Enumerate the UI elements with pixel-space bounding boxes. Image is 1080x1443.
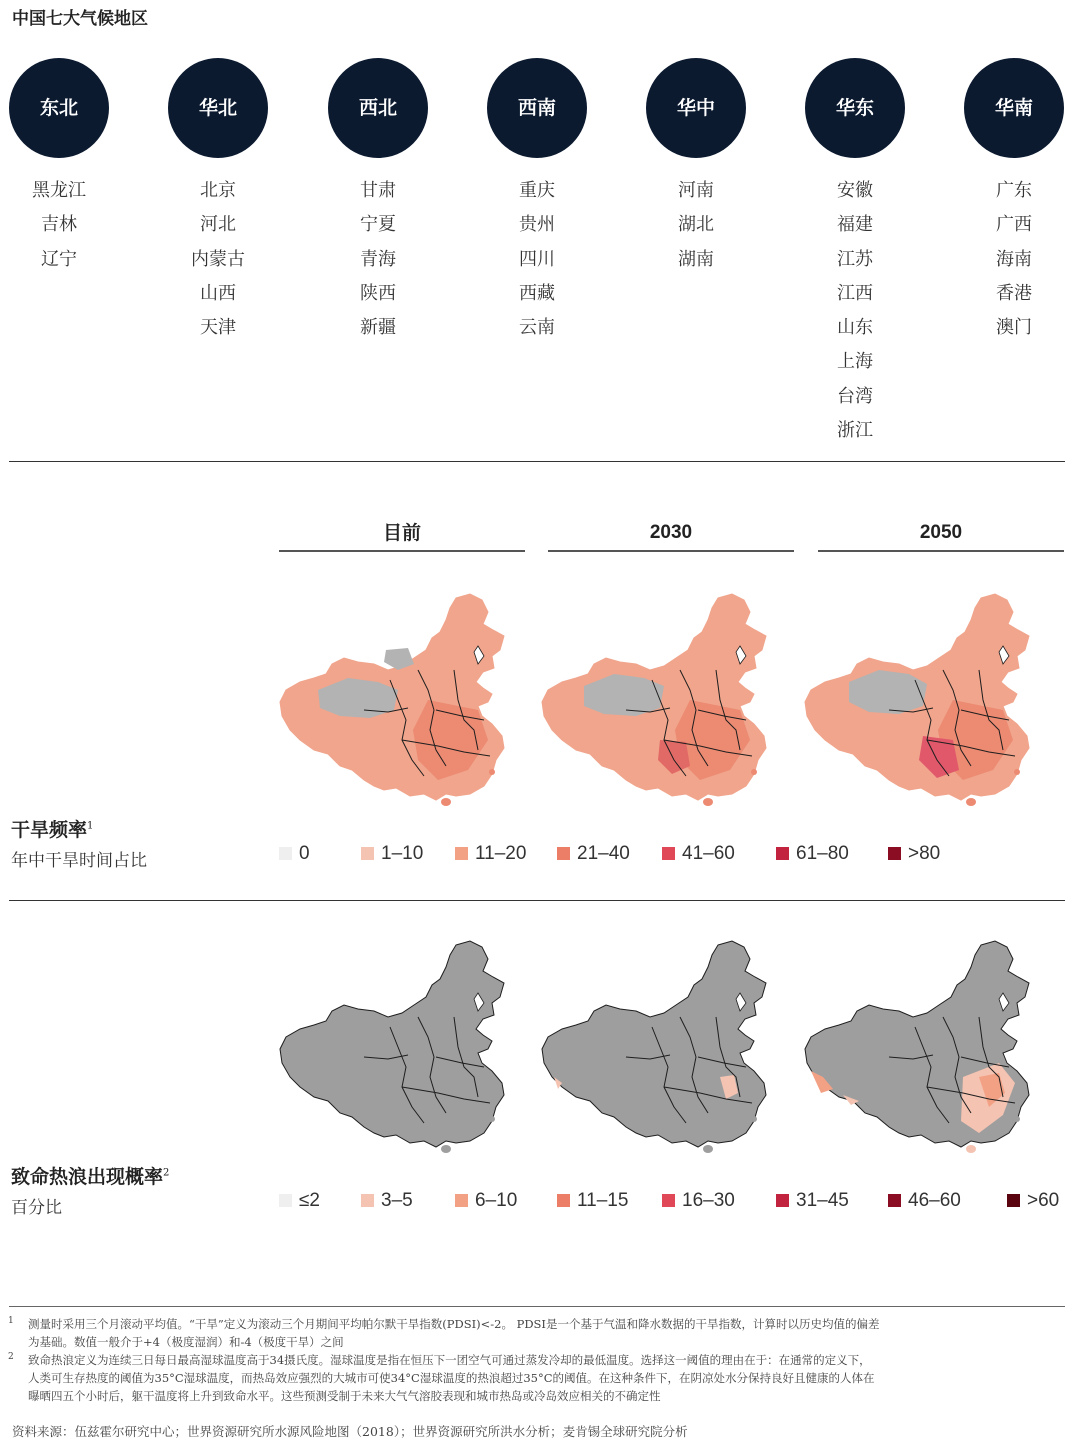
legend-label: >60 [1027,1190,1060,1211]
drought-subtitle: 年中干旱时间占比 [11,851,147,871]
heatwave-title [11,1162,169,1189]
footnote-line: 致命热浪定义为连续三日每日最高湿球温度高于34摄氏度。湿球温度是指在恒压下一团空气可通过蒸发冷却的最低温度。选择这一阈值的理由在于：在通常的定义下， [28,1353,871,1367]
legend-label: 61–80 [796,843,849,864]
footnote-mark: 1 [87,820,94,832]
legend-item [455,1190,517,1212]
province-item: 西藏 [519,282,555,304]
legend-item [662,1190,735,1212]
province-item: 甘肃 [360,180,396,201]
province-list [803,174,907,448]
heatwave-map-2050 [803,937,1053,1177]
region-badge: 华北 [168,58,268,158]
region-column [485,58,589,345]
legend-swatch [361,1194,374,1207]
footnote-line: 曝晒四五个小时后，躯干温度将上升到致命水平。这些预测受制于未来大气气溶胶表现和城市热岛或冷岛效应相关的不确定性 [28,1389,661,1403]
legend-label: 31–45 [796,1190,849,1211]
region-column [962,58,1066,345]
period-header-2030 [548,520,794,552]
province-item: 上海 [837,351,873,373]
heatwave-title-text: 致命热浪出现概率 [11,1166,164,1188]
heatwave-map-current [278,937,528,1177]
legend-swatch [776,1194,789,1207]
legend-swatch [557,847,570,860]
legend-label: 21–40 [577,843,630,864]
legend-label: 11–20 [475,843,527,864]
legend-swatch [279,1194,292,1207]
drought-map-current [278,590,528,830]
legend-label: 0 [299,843,310,864]
region-column [326,58,430,345]
legend-item [888,1190,961,1212]
period-label: 目前 [382,522,421,544]
legend-label: 1–10 [381,843,424,864]
province-item: 青海 [360,248,396,270]
legend-item [279,843,310,865]
province-item: 湖北 [678,214,714,236]
region-column [644,58,748,277]
legend-item [888,843,940,865]
period-label: 2030 [649,522,693,543]
province-item: 浙江 [837,420,873,442]
province-item: 贵州 [519,214,555,236]
drought-map-2030 [540,590,790,830]
province-item: 香港 [996,282,1032,304]
footnote [8,1315,880,1351]
legend-item [776,1190,849,1212]
legend-label: >80 [908,843,941,864]
legend-swatch [776,847,789,860]
province-item: 福建 [837,214,873,236]
legend-swatch [279,847,292,860]
legend-label: ≤2 [299,1190,320,1211]
province-item: 吉林 [41,214,77,236]
footnote-number: 1 [8,1316,14,1326]
region-column [166,58,270,345]
province-item: 安徽 [837,180,873,201]
legend-item [279,1190,320,1212]
province-list [644,174,748,277]
heatwave-map-2030 [540,937,790,1177]
province-list [962,174,1066,345]
province-item: 澳门 [996,317,1032,339]
province-list [166,174,270,345]
legend-item [1007,1190,1059,1212]
footnote-line: 人类可生存热度的阈值为35°C湿球温度，而热岛效应强烈的大城市可使34°C湿球温度的热浪超过35°C的阈值。在这种条件下，在阴凉处水分保持良好且健康的人体在 [28,1371,875,1385]
province-item: 山西 [200,282,236,304]
divider [9,900,1065,901]
legend-item [361,1190,413,1212]
region-badge: 华南 [964,58,1064,158]
province-item: 四川 [519,248,555,270]
legend-item [662,843,735,865]
region-badge: 西南 [487,58,587,158]
province-item: 重庆 [519,180,555,201]
province-item: 北京 [200,180,236,201]
province-item: 云南 [519,317,555,339]
province-item: 辽宁 [41,248,77,270]
legend-item [776,843,849,865]
drought-title-text: 干旱频率 [11,819,88,841]
legend-swatch [455,1194,468,1207]
province-item: 河南 [678,180,714,201]
province-item: 内蒙古 [191,248,245,270]
legend-item [557,843,630,865]
drought-title [11,815,93,842]
footnote-line: 为基础。数值一般介于+4（极度湿润）和-4（极度干旱）之间 [28,1335,344,1349]
footnote-line: 测量时采用三个月滚动平均值。“干旱”定义为滚动三个月期间平均帕尔默干旱指数(PDSI)<-2。 PDSI是一个基于气温和降水数据的干旱指数，计算时以历史均值的偏差 [28,1317,880,1331]
page-title: 中国七大气候地区 [12,9,148,29]
legend-label: 11–15 [577,1190,629,1211]
region-column [803,58,907,448]
period-label: 2050 [919,522,963,543]
footnote-mark: 2 [163,1167,170,1179]
divider [9,461,1065,462]
legend-swatch [557,1194,570,1207]
province-item: 河北 [200,214,236,236]
legend-swatch [888,847,901,860]
province-item: 江苏 [837,248,873,270]
period-header-current [279,520,525,552]
province-item: 湖南 [678,248,714,270]
region-column [7,58,111,277]
legend-swatch [1007,1194,1020,1207]
legend-label: 46–60 [908,1190,961,1211]
province-item: 陕西 [360,282,396,304]
province-item: 黑龙江 [32,180,86,201]
divider [9,1306,1065,1307]
province-item: 广东 [996,180,1032,201]
source-note: 资料来源：伍兹霍尔研究中心；世界资源研究所水源风险地图（2018）；世界资源研究所洪水分析；麦肯锡全球研究院分析 [12,1424,688,1439]
region-badge: 华中 [646,58,746,158]
province-list [326,174,430,345]
legend-label: 6–10 [475,1190,518,1211]
province-item: 新疆 [360,317,396,339]
province-item: 天津 [200,317,236,339]
region-badge: 西北 [328,58,428,158]
province-list [7,174,111,277]
legend-swatch [662,1194,675,1207]
legend-swatch [662,847,675,860]
period-underline [548,550,794,552]
province-list [485,174,589,345]
period-header-2050 [818,520,1064,552]
region-badge: 华东 [805,58,905,158]
province-item: 广西 [996,214,1032,236]
region-badge: 东北 [9,58,109,158]
footnote-number: 2 [8,1352,14,1362]
province-item: 台湾 [837,385,873,407]
drought-map-2050 [803,590,1053,830]
legend-swatch [888,1194,901,1207]
legend-item [361,843,423,865]
legend-label: 3–5 [381,1190,413,1211]
period-underline [279,550,525,552]
legend-swatch [455,847,468,860]
legend-label: 41–60 [682,843,735,864]
legend-item [455,843,526,865]
period-underline [818,550,1064,552]
province-item: 山东 [837,317,873,339]
heatwave-subtitle: 百分比 [11,1198,62,1218]
legend-swatch [361,847,374,860]
province-item: 宁夏 [360,214,396,236]
province-item: 海南 [996,248,1032,270]
legend-label: 16–30 [682,1190,735,1211]
footnote [8,1351,875,1405]
province-item: 江西 [837,282,873,304]
legend-item [557,1190,628,1212]
